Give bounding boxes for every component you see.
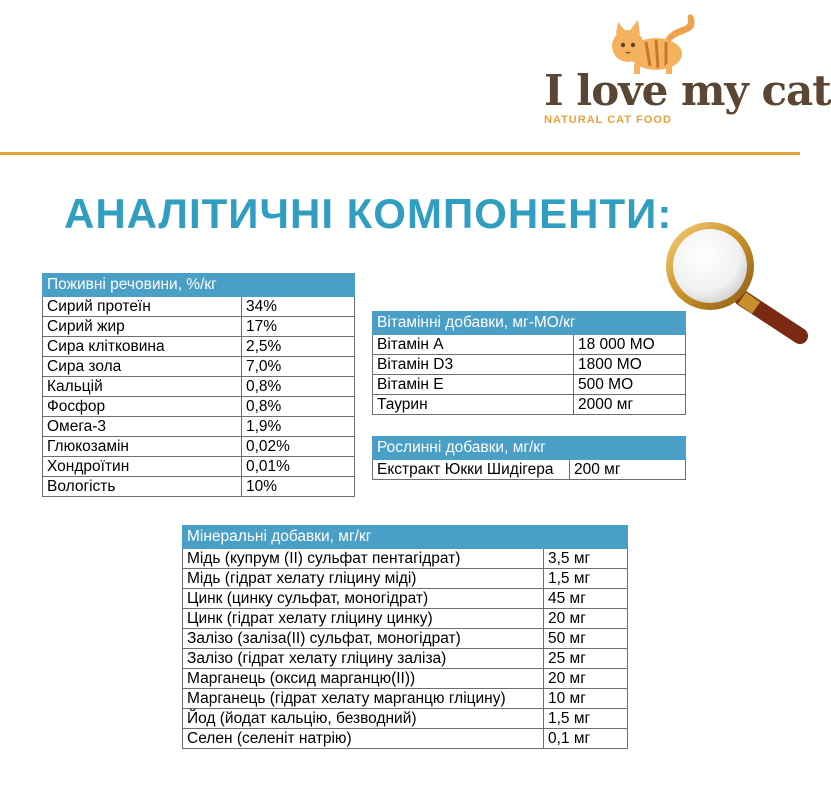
component-value: 25 мг (544, 649, 628, 669)
component-name: Глюкозамін (43, 437, 242, 457)
component-name: Вітамін Е (373, 375, 574, 395)
table-row (43, 437, 355, 457)
table-row (43, 337, 355, 357)
brand-logo[interactable] (536, 8, 831, 138)
component-value: 18 000 МО (574, 335, 686, 355)
table-row (43, 417, 355, 437)
component-value: 2,5% (242, 337, 355, 357)
component-name: Вітамін D3 (373, 355, 574, 375)
component-value: 17% (242, 317, 355, 337)
component-name: Екстракт Юкки Шидігера (373, 460, 570, 480)
component-name: Марганець (гідрат хелату марганцю гліцину) (183, 689, 544, 709)
component-value: 0,8% (242, 377, 355, 397)
component-name: Залізо (заліза(ІІ) сульфат, моногідрат) (183, 629, 544, 649)
vitamins-header: Вітамінні добавки, мг-МО/кг (373, 312, 686, 335)
component-value: 10 мг (544, 689, 628, 709)
table-row (183, 649, 628, 669)
component-value: 0,01% (242, 457, 355, 477)
component-value: 0,8% (242, 397, 355, 417)
brand-name: I love my cat (544, 66, 831, 115)
minerals-header: Мінеральні добавки, мг/кг (183, 526, 628, 549)
component-name: Мідь (гідрат хелату гліцину міді) (183, 569, 544, 589)
table-row (43, 317, 355, 337)
table-row (373, 375, 686, 395)
component-value: 50 мг (544, 629, 628, 649)
table-row (43, 297, 355, 317)
component-value: 0,02% (242, 437, 355, 457)
component-name: Омега-3 (43, 417, 242, 437)
table-row (43, 477, 355, 497)
component-value: 45 мг (544, 589, 628, 609)
component-value: 0,1 мг (544, 729, 628, 749)
nutrients-header: Поживні речовини, %/кг (43, 274, 355, 297)
component-value: 3,5 мг (544, 549, 628, 569)
herbal-table (372, 436, 686, 480)
nutrients-table (42, 273, 355, 497)
component-name: Таурин (373, 395, 574, 415)
table-row (183, 629, 628, 649)
component-value: 1,5 мг (544, 709, 628, 729)
component-value: 20 мг (544, 609, 628, 629)
vitamins-table (372, 311, 686, 415)
component-value: 10% (242, 477, 355, 497)
component-value: 200 мг (570, 460, 686, 480)
component-name: Хондроїтин (43, 457, 242, 477)
component-value: 500 МО (574, 375, 686, 395)
table-row (183, 669, 628, 689)
table-row (373, 355, 686, 375)
header-divider (0, 152, 800, 155)
component-name: Цинк (цинку сульфат, моногідрат) (183, 589, 544, 609)
minerals-table (182, 525, 628, 749)
component-value: 20 мг (544, 669, 628, 689)
component-name: Вітамін А (373, 335, 574, 355)
component-value: 1800 МО (574, 355, 686, 375)
table-row (373, 395, 686, 415)
component-name: Йод (йодат кальцію, безводний) (183, 709, 544, 729)
component-value: 1,9% (242, 417, 355, 437)
component-name: Вологість (43, 477, 242, 497)
table-row (43, 357, 355, 377)
table-row (373, 335, 686, 355)
component-name: Сира зола (43, 357, 242, 377)
component-name: Кальцій (43, 377, 242, 397)
table-row (43, 377, 355, 397)
table-row (43, 457, 355, 477)
table-row (183, 589, 628, 609)
herbal-header: Рослинні добавки, мг/кг (373, 437, 686, 460)
component-value: 7,0% (242, 357, 355, 377)
brand-tagline: NATURAL CAT FOOD (544, 114, 672, 126)
table-row (183, 549, 628, 569)
table-row (183, 729, 628, 749)
component-name: Селен (селеніт натрію) (183, 729, 544, 749)
table-row (183, 689, 628, 709)
table-row (183, 569, 628, 589)
component-value: 1,5 мг (544, 569, 628, 589)
component-name: Цинк (гідрат хелату гліцину цинку) (183, 609, 544, 629)
component-name: Сирий жир (43, 317, 242, 337)
component-name: Сирий протеїн (43, 297, 242, 317)
table-row (183, 609, 628, 629)
table-row (43, 397, 355, 417)
component-name: Фосфор (43, 397, 242, 417)
table-row (183, 709, 628, 729)
component-name: Мідь (купрум (ІІ) сульфат пентагідрат) (183, 549, 544, 569)
component-value: 2000 мг (574, 395, 686, 415)
component-name: Сира клітковина (43, 337, 242, 357)
component-name: Марганець (оксид марганцю(ІІ)) (183, 669, 544, 689)
table-row (373, 460, 686, 480)
component-value: 34% (242, 297, 355, 317)
page-title: АНАЛІТИЧНІ КОМПОНЕНТИ: (64, 190, 673, 237)
component-name: Залізо (гідрат хелату гліцину заліза) (183, 649, 544, 669)
